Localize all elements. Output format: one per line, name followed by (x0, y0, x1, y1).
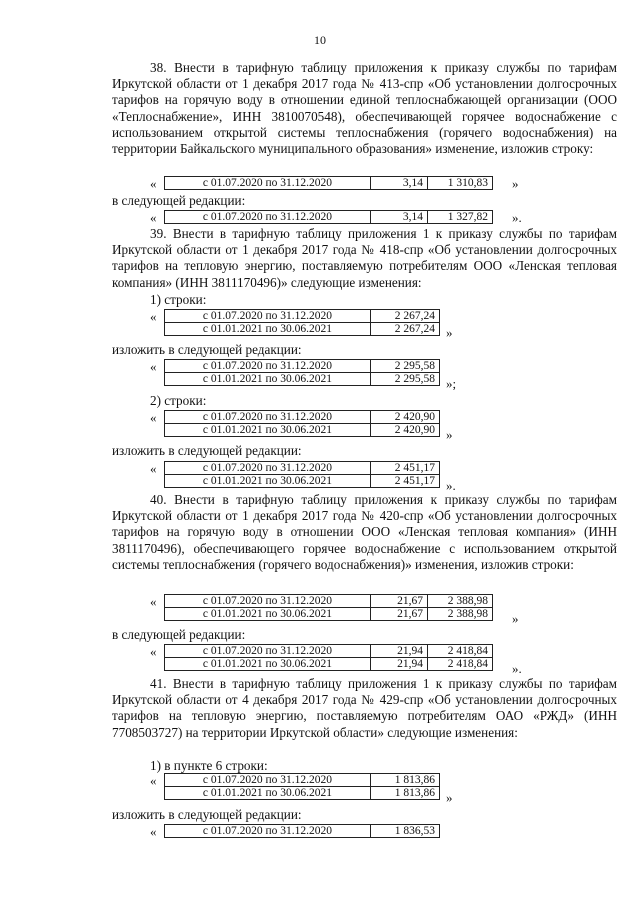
table-row (165, 658, 493, 671)
table-row (165, 462, 440, 475)
tariff-table-38-old (164, 176, 493, 190)
table-row (165, 310, 440, 323)
table-cell-value: 2 418,84 (428, 658, 493, 671)
open-quote: « (150, 461, 157, 476)
table-row (165, 411, 440, 424)
open-quote: « (150, 824, 157, 839)
table-cell-value: 21,67 (371, 608, 428, 621)
tariff-table-41-1-new (164, 824, 440, 838)
close-quote: »; (446, 376, 457, 391)
table-cell-period: с 01.01.2021 по 30.06.2021 (165, 658, 371, 671)
table-cell-value: 2 420,90 (371, 424, 440, 437)
tariff-table-38-new (164, 210, 493, 224)
tariff-table-40-new (164, 644, 493, 671)
table-cell-value: 2 418,84 (428, 645, 493, 658)
paragraph-39 (112, 226, 617, 291)
table-cell-value: 3,14 (371, 211, 428, 224)
table-cell-period: с 01.07.2020 по 31.12.2020 (165, 411, 371, 424)
table-cell-value: 2 267,24 (371, 310, 440, 323)
table-row (165, 645, 493, 658)
table-cell-value: 1 836,53 (371, 825, 440, 838)
table-cell-value: 3,14 (371, 177, 428, 190)
label-next-edition: изложить в следующей редакции: (112, 342, 302, 357)
table-row (165, 211, 493, 224)
table-cell-value: 1 327,82 (428, 211, 493, 224)
table-cell-period: с 01.07.2020 по 31.12.2020 (165, 211, 371, 224)
table-row (165, 608, 493, 621)
table-cell-period: с 01.01.2021 по 30.06.2021 (165, 373, 371, 386)
table-cell-value: 21,94 (371, 645, 428, 658)
paragraph-38 (112, 60, 617, 157)
table-cell-period: с 01.01.2021 по 30.06.2021 (165, 323, 371, 336)
table-cell-value: 2 420,90 (371, 411, 440, 424)
table-cell-period: с 01.01.2021 по 30.06.2021 (165, 424, 371, 437)
label-next-edition: в следующей редакции: (112, 193, 246, 208)
close-quote: » (512, 176, 519, 191)
table-row (165, 360, 440, 373)
close-quote: » (446, 325, 453, 340)
tariff-table-39-1-new (164, 359, 440, 386)
table-cell-value: 2 267,24 (371, 323, 440, 336)
table-cell-period: с 01.07.2020 по 31.12.2020 (165, 310, 371, 323)
table-cell-period: с 01.07.2020 по 31.12.2020 (165, 462, 371, 475)
table-cell-value: 1 310,83 (428, 177, 493, 190)
close-quote: ». (512, 210, 522, 225)
table-cell-value: 2 295,58 (371, 373, 440, 386)
table-cell-value: 21,67 (371, 595, 428, 608)
paragraph-40-text: 40. Внести в тарифную таблицу приложения к приказу службы по тарифам Иркутской области от 1 декабря 2017 года № 420-спр «Об установлении долгосрочных тарифов на горячую воду в отношении ООО «Ленская тепловая компания» (ИНН 3811170496), обеспечивающего горячее водоснабжение с использованием открытой системы теплоснабжения (горячего водоснабжения)» изменения, изложив строки: (112, 492, 617, 572)
close-quote: » (512, 611, 519, 626)
open-quote: « (150, 210, 157, 225)
table-cell-period: с 01.07.2020 по 31.12.2020 (165, 360, 371, 373)
close-quote: » (446, 427, 453, 442)
label-next-edition: в следующей редакции: (112, 627, 246, 642)
label-next-edition: изложить в следующей редакции: (112, 443, 302, 458)
tariff-table-39-2-old (164, 410, 440, 437)
table-cell-value: 2 388,98 (428, 608, 493, 621)
paragraph-39-text: 39. Внести в тарифную таблицу приложения 1 к приказу службы по тарифам Иркутской области от 1 декабря 2017 года № 418-спр «Об установлении долгосрочных тарифов на тепловую энергию, поставляемую потребителям ООО «Ленская тепловая компания» (ИНН 3811170496)» следующие изменения: (112, 226, 617, 290)
open-quote: « (150, 644, 157, 659)
table-row (165, 595, 493, 608)
table-row (165, 787, 440, 800)
table-row (165, 323, 440, 336)
table-row (165, 373, 440, 386)
open-quote: « (150, 309, 157, 324)
close-quote: » (446, 790, 453, 805)
subitem-label: 1) строки: (150, 292, 207, 307)
paragraph-40 (112, 492, 617, 573)
table-cell-value: 2 451,17 (371, 462, 440, 475)
table-cell-period: с 01.07.2020 по 31.12.2020 (165, 774, 371, 787)
tariff-table-40-old (164, 594, 493, 621)
tariff-table-41-1-old (164, 773, 440, 800)
table-cell-period: с 01.07.2020 по 31.12.2020 (165, 645, 371, 658)
open-quote: « (150, 359, 157, 374)
subitem-label: 1) в пункте 6 строки: (150, 758, 268, 773)
page-number: 10 (314, 33, 326, 47)
tariff-table-39-2-new (164, 461, 440, 488)
table-cell-value: 2 295,58 (371, 360, 440, 373)
table-cell-value: 1 813,86 (371, 774, 440, 787)
open-quote: « (150, 410, 157, 425)
subitem-label: 2) строки: (150, 393, 207, 408)
table-row (165, 424, 440, 437)
table-cell-value: 21,94 (371, 658, 428, 671)
label-next-edition: изложить в следующей редакции: (112, 807, 302, 822)
table-cell-period: с 01.07.2020 по 31.12.2020 (165, 177, 371, 190)
tariff-table-39-1-old (164, 309, 440, 336)
close-quote: ». (446, 478, 456, 493)
paragraph-38-text: 38. Внести в тарифную таблицу приложения к приказу службы по тарифам Иркутской области от 1 декабря 2017 года № 413-спр «Об установлении долгосрочных тарифов на горячую воду в отношении единой теплоснабжающей организации (ООО «Теплоснабжение», ИНН 3810070548), обеспечивающей горячее водоснабжение с использованием открытой системы теплоснабжения (горячего водоснабжения) на территории Байкальского муниципального образования» изменение, изложив строку: (112, 60, 617, 157)
paragraph-41 (112, 676, 617, 741)
table-row (165, 475, 440, 488)
table-row (165, 825, 440, 838)
table-row (165, 774, 440, 787)
table-cell-value: 2 388,98 (428, 595, 493, 608)
table-cell-value: 1 813,86 (371, 787, 440, 800)
paragraph-41-text: 41. Внести в тарифную таблицу приложения 1 к приказу службы по тарифам Иркутской области от 4 декабря 2017 года № 429-спр «Об установлении долгосрочных тарифов на тепловую энергию, поставляемую потребителям ОАО «РЖД» (ИНН 7708503727) на территории Иркутской области» следующие изменения: (112, 676, 617, 740)
open-quote: « (150, 594, 157, 609)
table-cell-period: с 01.01.2021 по 30.06.2021 (165, 608, 371, 621)
table-cell-period: с 01.07.2020 по 31.12.2020 (165, 595, 371, 608)
table-cell-period: с 01.01.2021 по 30.06.2021 (165, 787, 371, 800)
table-row (165, 177, 493, 190)
table-cell-period: с 01.01.2021 по 30.06.2021 (165, 475, 371, 488)
open-quote: « (150, 176, 157, 191)
close-quote: ». (512, 661, 522, 676)
table-cell-period: с 01.07.2020 по 31.12.2020 (165, 825, 371, 838)
table-cell-value: 2 451,17 (371, 475, 440, 488)
open-quote: « (150, 773, 157, 788)
